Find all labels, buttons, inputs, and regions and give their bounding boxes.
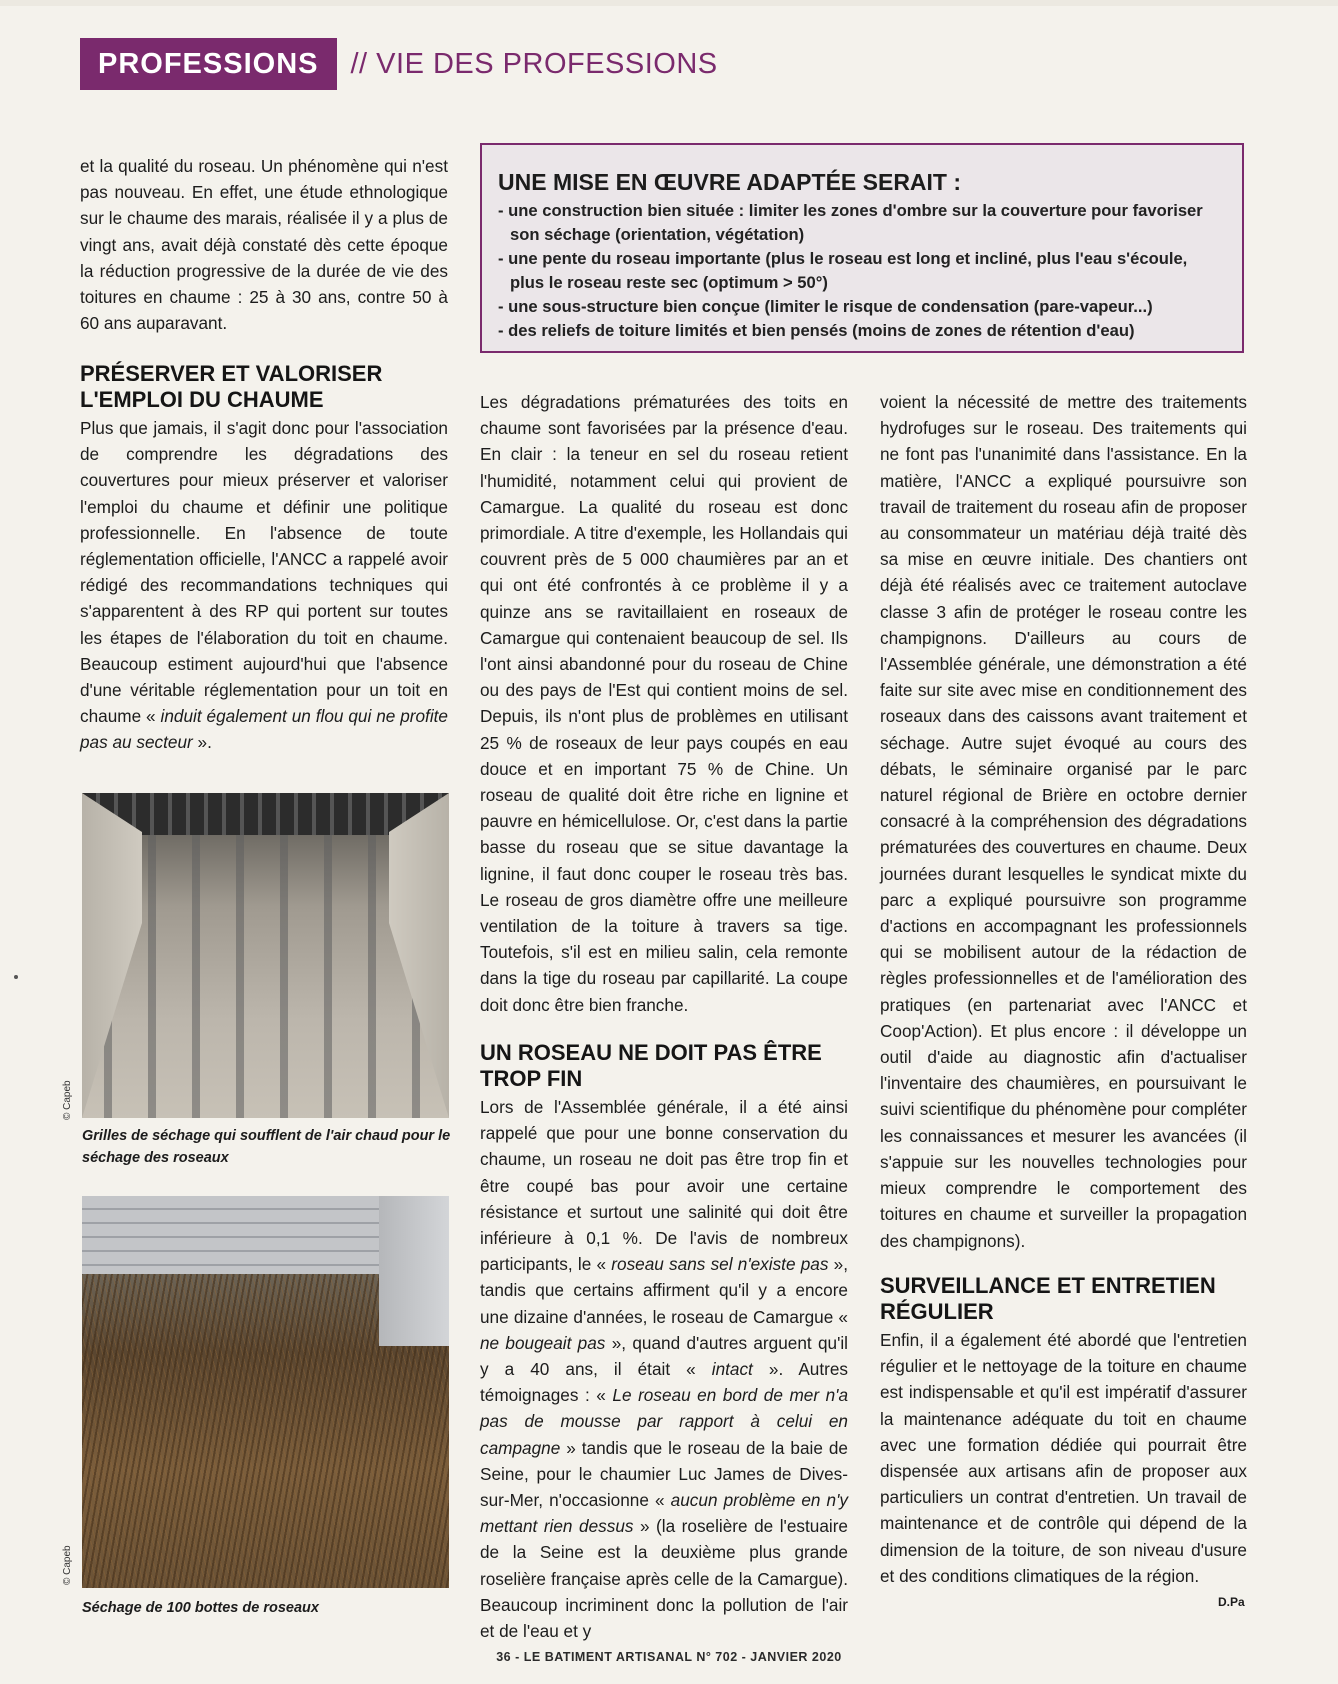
quote-text: ne bougeait pas xyxy=(480,1332,606,1353)
quote-text: roseau sans sel n'existe pas xyxy=(611,1254,829,1275)
page-header xyxy=(80,38,718,90)
column1-intro-paragraph: et la qualité du roseau. Un phénomène qui n'est pas nouveau. En effet, une étude ethnologique sur le chaume des marais, réalisée il y a plus de vingt ans, avait déjà constaté dès cette époque la réduction progressive de la durée de vie des toitures en chaume : 25 à 30 ans, contre 50 à 60 ans auparavant. xyxy=(80,156,448,334)
heading-surveillance: SURVEILLANCE ET ENTRETIEN RÉGULIER xyxy=(880,1273,1216,1324)
box-item: - une pente du roseau importante (plus le roseau est long et incliné, plus l'eau s'écoule, plus le roseau reste sec (optimum > 50°) xyxy=(498,249,1188,292)
photo-roof-detail xyxy=(82,793,449,835)
column2-paragraph-2 xyxy=(480,1094,848,1644)
photo-drying-grids xyxy=(82,793,449,1118)
photo1-credit: © Capeb xyxy=(62,1080,73,1120)
top-band xyxy=(0,0,1338,6)
photo-wall-right xyxy=(389,793,449,1118)
box-item: - des reliefs de toiture limités et bien pensés (moins de zones de rétention d'eau) xyxy=(498,321,1135,340)
photo2-caption: Séchage de 100 bottes de roseaux xyxy=(82,1600,319,1616)
body-text: », quand d'autres arguent qu'il y a 40 ans, il était « xyxy=(480,1332,848,1380)
column1-body-paragraph xyxy=(80,415,448,756)
photo-wall-left xyxy=(82,793,142,1118)
body-text: » (la roselière de l'estuaire de la Seine est la deuxième plus grande roselière française après celle de la Camargue). Beaucoup incriminent donc la pollution de l'air et de l'eau et y xyxy=(480,1516,848,1642)
body-text: Lors de l'Assemblée générale, il a été ainsi rappelé que pour une bonne conservation du chaume, un roseau ne doit pas être trop fin et être coupé bas pour avoir une certaine résistance et surtout une salinité qui doit être inférieure à 0,1 %. De l'avis de nombreux participants, le « xyxy=(480,1097,848,1275)
quote-text: Le roseau en bord de mer n'a pas de mousse par rapport à celui en campagne xyxy=(480,1385,848,1458)
photo2-credit: © Capeb xyxy=(62,1545,73,1585)
column2-paragraph: Les dégradations prématurées des toits en chaume sont favorisées par la présence d'eau. En clair : la teneur en sel du roseau retient l'humidité, notamment celui qui provient de Camargue. La qualité du roseau est donc primordiale. A titre d'exemple, les Hollandais qui couvrent près de 5 000 chaumières par an et qui ont été confrontés à ce problème il y a quinze ans se ravitaillaient en roseaux de Camargue qui contenaient beaucoup de sel. Ils l'ont ainsi abandonné pour du roseau de Chine ou des pays de l'Est qui contient moins de sel. Depuis, ils n'ont plus de problèmes en utilisant 25 % de roseaux de leur pays coupés en eau douce et en important 75 % de Chine. Un roseau de qualité doit être riche en lignine et pauvre en hémicellulose. Or, c'est dans la partie basse du roseau que se situe davantage la lignine, il faut donc couper le roseau très bas. Le roseau de gros diamètre offre une meilleure ventilation de la toiture à travers sa tige. Toutefois, s'il est en milieu salin, cela remonte dans la tige du roseau par capillarité. La coupe doit donc être bien franche. xyxy=(480,392,848,1015)
heading-roseau: UN ROSEAU NE DOIT PAS ÊTRE TROP FIN xyxy=(480,1040,822,1091)
margin-mark xyxy=(14,975,18,979)
box-item: - une sous-structure bien conçue (limiter le risque de condensation (pare-vapeur...) xyxy=(498,297,1153,316)
column3-body xyxy=(880,389,1247,1254)
photo1-caption: Grilles de séchage qui soufflent de l'air chaud pour le séchage des roseaux xyxy=(82,1128,451,1166)
body-text: ». Autres témoignages : « xyxy=(480,1359,848,1406)
quote-text: induit également un flou qui ne profite pas au secteur xyxy=(80,706,448,753)
body-text: », tandis que certains affirment qu'il y a encore une dizaine d'années, le roseau de Camargue « xyxy=(480,1254,849,1327)
column3-body-2 xyxy=(880,1327,1247,1589)
rubric-tag: PROFESSIONS xyxy=(80,38,337,90)
heading-preserver: PRÉSERVER ET VALORISER L'EMPLOI DU CHAUME xyxy=(80,361,383,412)
column3-paragraph: voient la nécessité de mettre des traitements hydrofuges sur le roseau. Des traitements qui ne font pas l'unanimité dans l'assistance. En la matière, l'ANCC a expliqué poursuivre son travail de traitement du roseau afin de proposer au consommateur un matériau déjà traité dès sa mise en œuvre initiale. Des chantiers ont déjà été réalisés avec ce traitement autoclave classe 3 afin de protéger le roseau contre les champignons. D'ailleurs au cours de l'Assemblée générale, une démonstration a été faite sur site avec mise en conditionnement des roseaux dans des caissons avant traitement et séchage. Autre sujet évoqué au cours des débats, le séminaire organisé par le parc naturel régional de Brière en octobre dernier consacré à la compréhension des dégradations prématurées des couvertures en chaume. Deux journées durant lesquelles le syndicat mixte du parc a expliqué poursuivre son programme d'actions en accompagnant les professionnels qui se mobilisent autour de la rédaction de règles professionnelles et de l'amélioration des pratiques (en partenariat avec l'ANCC et Coop'Action). Et plus encore : il développe un outil d'aide au diagnostic afin d'actualiser l'inventaire des chaumières, en poursuivant le suivi scientifique du phénomène pour compléter les connaissances et mesurer les avancées (il s'appuie sur les nouvelles technologies pour mieux comprendre le comportement des toitures en chaume et surveiller la propagation des champignons). xyxy=(880,392,1247,1251)
box-item: - une construction bien située : limiter les zones d'ombre sur la couverture pour favoriser son séchage (orientation, végétation) xyxy=(498,201,1203,244)
quote-text: aucun problème en n'y mettant rien dessus xyxy=(480,1490,848,1537)
section-title: // VIE DES PROFESSIONS xyxy=(350,47,718,80)
page-footer: 36 - LE BATIMENT ARTISANAL N° 702 - JANVIER 2020 xyxy=(496,1650,842,1664)
body-text: Plus que jamais, il s'agit donc pour l'association de comprendre les dégradations des couvertures pour mieux préserver et valoriser l'emploi du chaume et définir une politique professionnelle. En l'absence de toute réglementation officielle, l'ANCC a rappelé avoir rédigé des recommandations techniques qui s'apparentent à des RP qui portent sur toutes les étapes de l'élaboration du toit en chaume. Beaucoup estiment aujourd'hui que l'absence d'une véritable réglementation pour un toit en chaume « xyxy=(80,418,448,727)
column3-paragraph-2: Enfin, il a également été abordé que l'entretien régulier et le nettoyage de la toiture en chaume est indispensable et qu'il est impératif d'assurer la maintenance adéquate du toit en chaume avec une formation dédiée qui pourrait être dispensée aux artisans afin de proposer aux particuliers un contrat d'entretien. Un travail de maintenance et de contrôle qui dépend de la dimension de la toiture, de son niveau d'usure et des conditions climatiques de la région. xyxy=(880,1330,1247,1586)
recommendations-box xyxy=(480,143,1244,353)
author-signature: D.Pa xyxy=(1218,1595,1245,1609)
quote-text: intact xyxy=(711,1359,753,1380)
photo-side-wall xyxy=(379,1196,449,1346)
column2-body-2 xyxy=(480,1094,848,1644)
body-text: ». xyxy=(192,732,212,753)
column1-body xyxy=(80,415,448,756)
column2-body xyxy=(480,389,848,1018)
photo-reed-bundles xyxy=(82,1196,449,1588)
box-title: UNE MISE EN ŒUVRE ADAPTÉE SERAIT : xyxy=(498,169,962,195)
body-text: » tandis que le roseau de la baie de Seine, pour le chaumier Luc James de Dives-sur-Mer, n'occasionne « xyxy=(480,1437,848,1511)
column1-intro xyxy=(80,153,448,336)
